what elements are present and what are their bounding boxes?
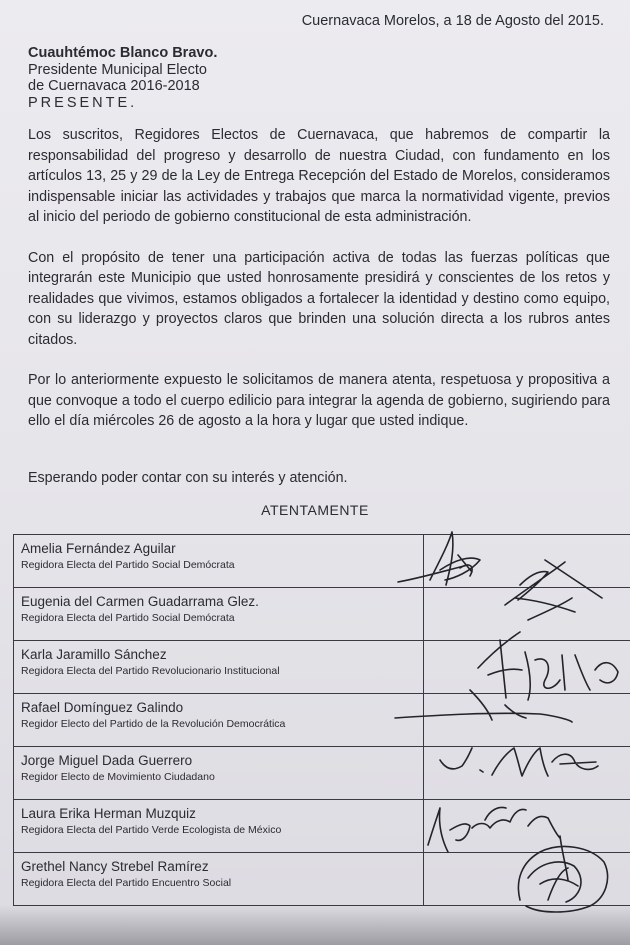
signature-row: [14, 747, 630, 800]
signatory-name: Eugenia del Carmen Guadarrama Glez.: [21, 594, 259, 609]
signature-row: [14, 853, 630, 906]
signatory-role: Regidora Electa del Partido Encuentro Social: [21, 877, 232, 889]
signature-row: [14, 694, 630, 747]
signature-row: [14, 588, 630, 641]
addressee-presente: PRESENTE.: [28, 94, 138, 111]
signature-row: [14, 800, 630, 853]
signature-table: [13, 534, 630, 906]
signatory-role: Regidora Electa del Partido Social Demócrata: [21, 612, 235, 624]
signatory-cell: [14, 588, 424, 641]
signatory-cell: [14, 747, 424, 800]
signatory-name: Laura Erika Herman Muzquiz: [21, 806, 196, 821]
signatory-role: Regidora Electa del Partido Revolucionario Institucional: [21, 665, 280, 677]
signature-row: [14, 535, 630, 588]
signatory-cell: [14, 535, 424, 588]
signatory-role: Regidora Electa del Partido Verde Ecologista de México: [21, 824, 282, 836]
addressee-block: [28, 45, 217, 111]
signature-cell: [424, 800, 630, 853]
signatory-role: Regidor Electo de Movimiento Ciudadano: [21, 771, 215, 783]
atentamente-heading: ATENTAMENTE: [261, 502, 369, 518]
signature-cell: [424, 694, 630, 747]
letter-date: Cuernavaca Morelos, a 18 de Agosto del 2015.: [301, 13, 604, 29]
signature-cell: [424, 853, 630, 906]
signatory-name: Jorge Miguel Dada Guerrero: [21, 753, 193, 768]
addressee-title-line1: Presidente Municipal Electo: [28, 61, 207, 78]
signature-cell: [424, 535, 630, 588]
body-paragraph-2: Con el propósito de tener una participación activa de todas las fuerzas políticas que integrarán este Municipio que usted honrosamente presidirá y conscientes de los retos y realidades que vivimos, estamos obligados a fortalecer la identidad y destino como equipo, con su liderazgo y proyectos claros que brinden una solución directa a los rubros antes citados.: [28, 249, 610, 348]
page-bottom-shadow: [0, 905, 630, 945]
signature-cell: [424, 588, 630, 641]
signatory-role: Regidora Electa del Partido Social Demócrata: [21, 559, 235, 571]
signatory-cell: [14, 694, 424, 747]
signature-cell: [424, 747, 630, 800]
signatory-cell: [14, 853, 424, 906]
signatory-name: Rafael Domínguez Galindo: [21, 700, 184, 715]
letter-body: [28, 125, 610, 452]
signatory-name: Karla Jaramillo Sánchez: [21, 647, 167, 662]
body-paragraph-1: Los suscritos, Regidores Electos de Cuernavaca, que habremos de compartir la responsabilidad del progreso y desarrollo de nuestra Ciudad, con fundamento en los artículos 13, 25 y 29 de la Ley de Entrega Recepción del Estado de Morelos, consideramos indispensable iniciar las actividades y trabajos que marca la normatividad vigente, previos al inicio del periodo de gobierno constitucional de esta administración.: [28, 127, 610, 225]
signatory-cell: [14, 641, 424, 694]
closing-line: Esperando poder contar con su interés y atención.: [28, 470, 348, 486]
signatory-name: Grethel Nancy Strebel Ramírez: [21, 859, 209, 874]
signatory-role: Regidor Electo del Partido de la Revolución Democrática: [21, 718, 286, 730]
signatory-name: Amelia Fernández Aguilar: [21, 541, 176, 556]
signature-cell: [424, 641, 630, 694]
body-paragraph-3: Por lo anteriormente expuesto le solicitamos de manera atenta, respetuosa y propositiva a que convoque a todo el cuerpo edilicio para integrar la agenda de gobierno, sugiriendo para ello el día miércoles 26 de agosto a la hora y lugar que usted indique.: [28, 372, 610, 429]
addressee-name: Cuauhtémoc Blanco Bravo.: [28, 45, 218, 61]
signature-row: [14, 641, 630, 694]
signatory-cell: [14, 800, 424, 853]
addressee-title-line2: de Cuernavaca 2016-2018: [28, 78, 200, 94]
